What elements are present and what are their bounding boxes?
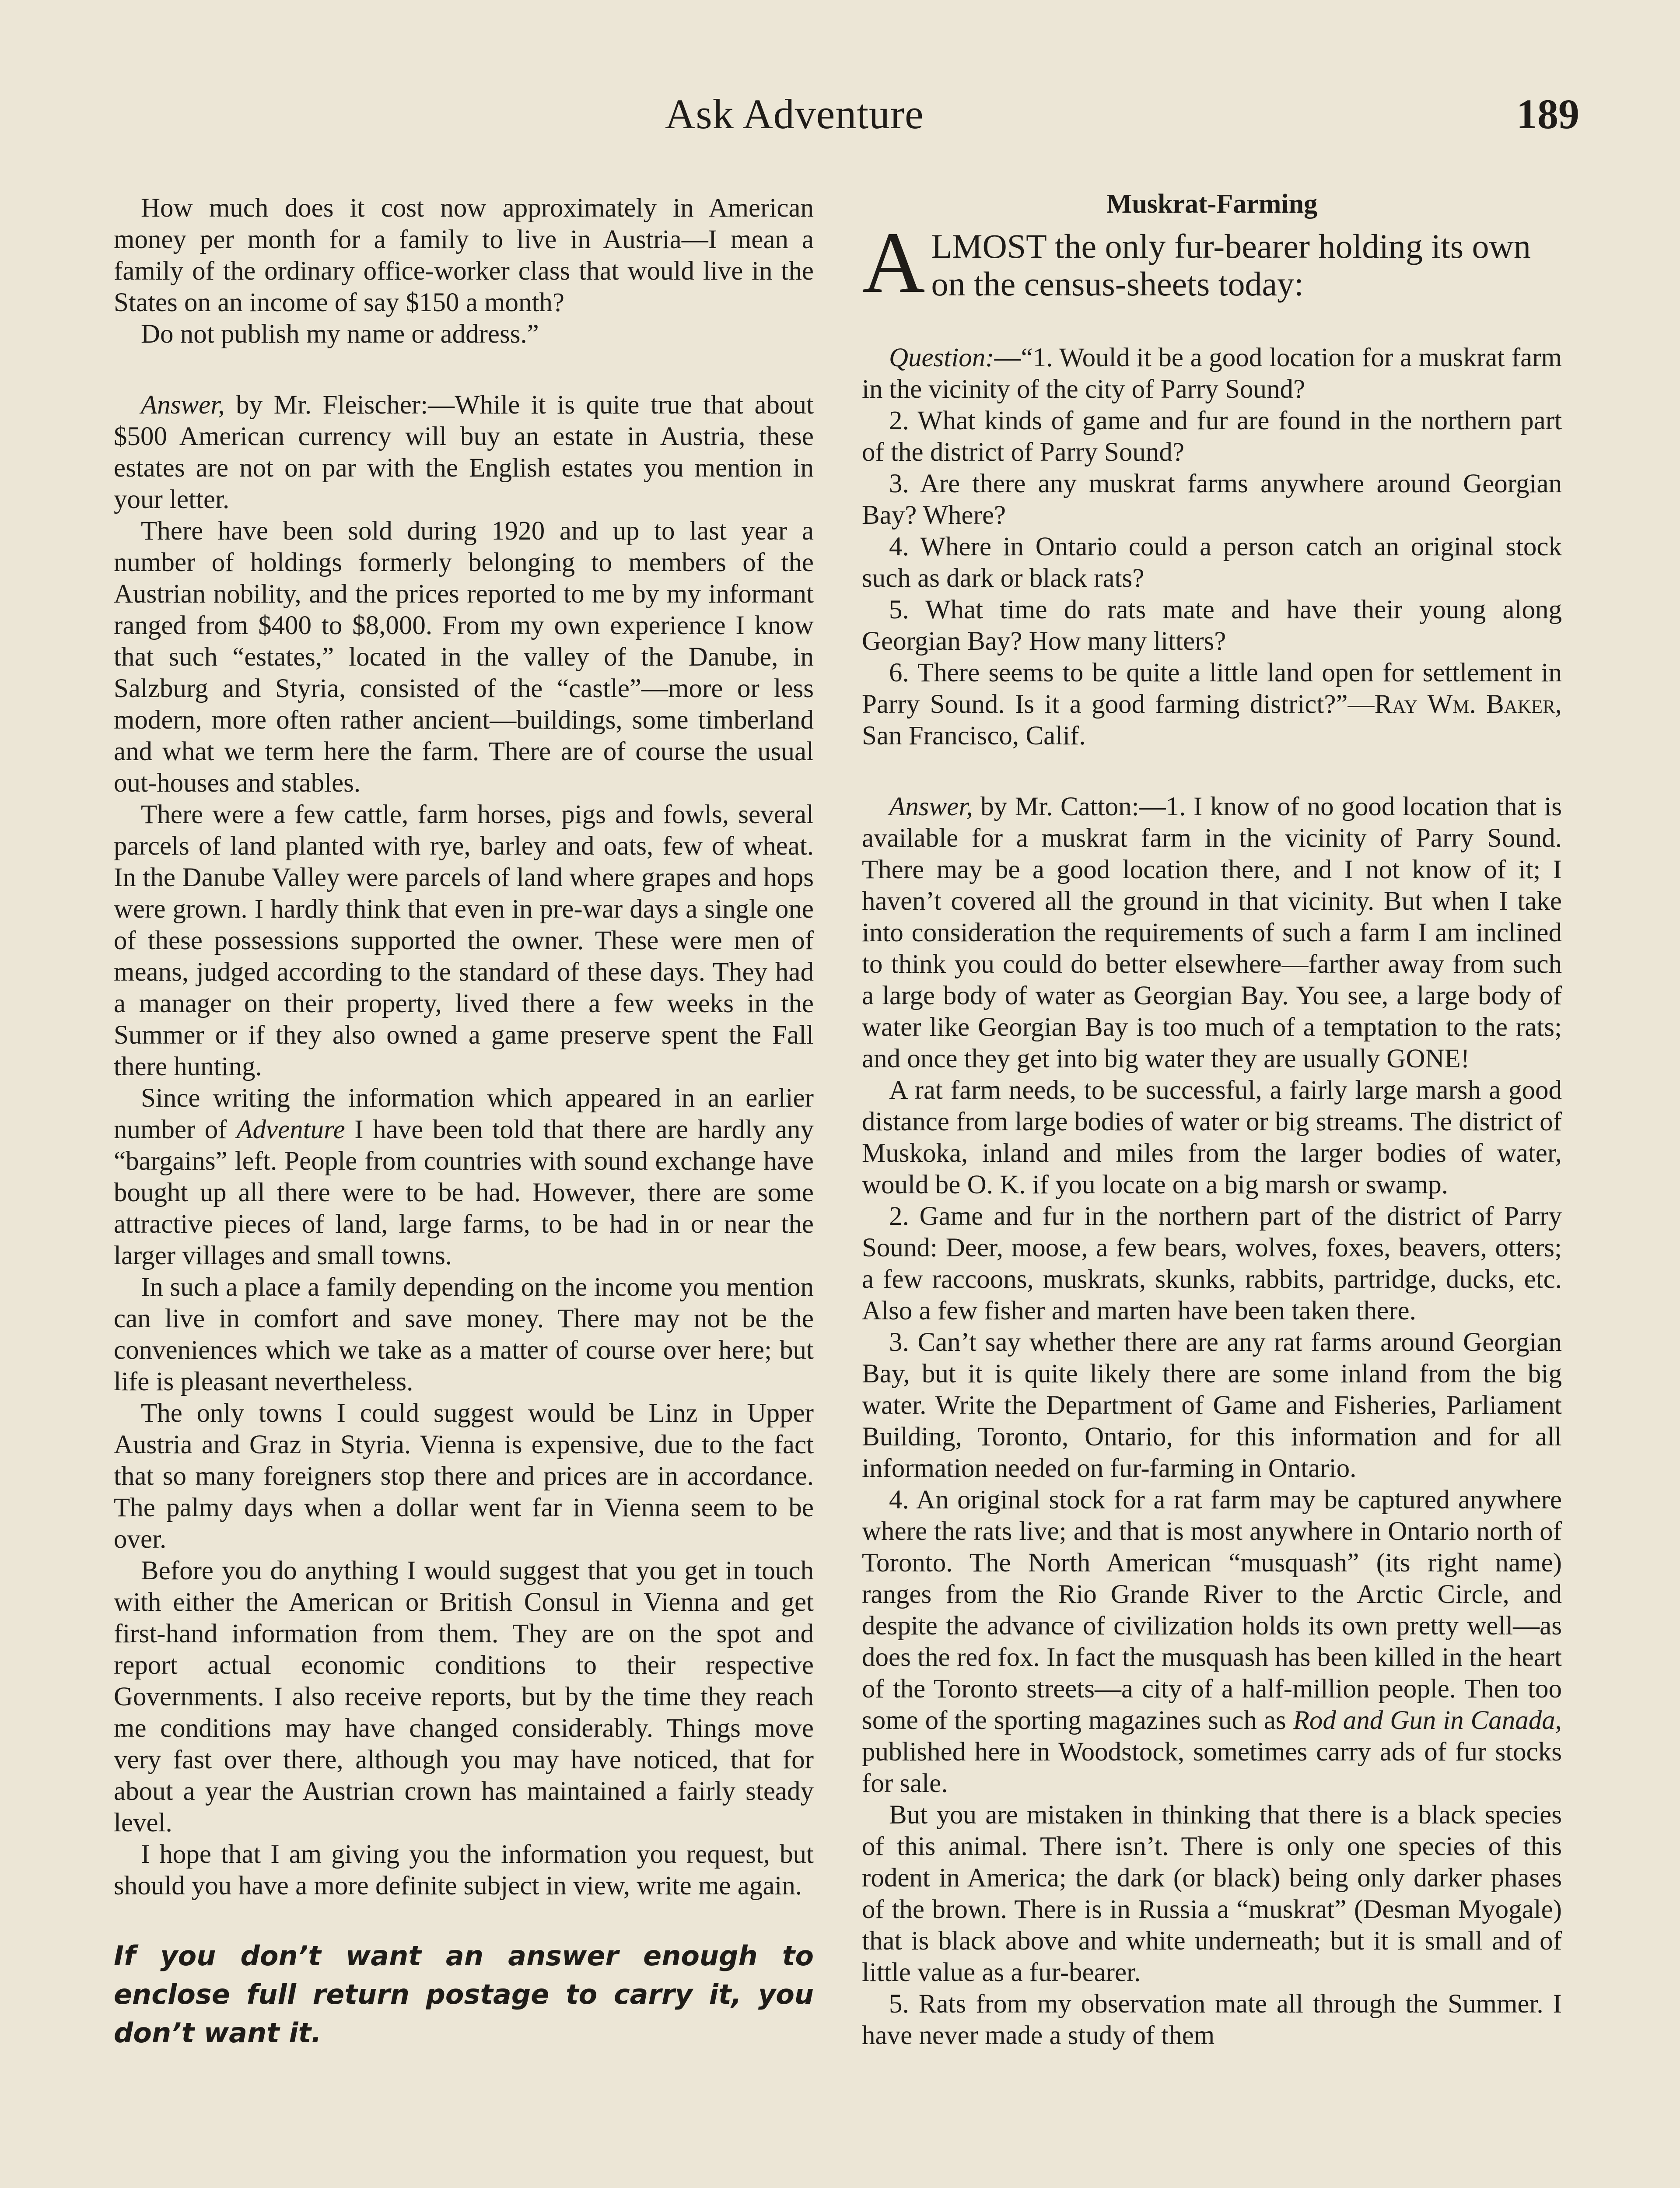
- lead-paragraph: [862, 214, 1562, 311]
- asker-name: Ray Wm. Baker: [1374, 690, 1555, 719]
- body-paragraph: The only towns I could suggest would be Linz in Upper Austria and Graz in Styria. Vienna is expensive, due to the fact that so many foreigners stop there and prices are in accordance. The palmy days when a dollar went far in Vienna seem to be over.: [114, 1399, 814, 1554]
- body-paragraph: 2. Game and fur in the northern part of the district of Parry Sound: Deer, moose, a few bears, wolves, foxes, beavers, otters; a few raccoons, muskrats, skunks, rabbits, partridge, ducks, etc. Also a few fisher and marten have been taken there.: [862, 1202, 1562, 1325]
- since-text: Since writing the information which appeared in an earlier number of: [114, 1083, 814, 1144]
- section-heading: Muskrat-Farming: [1106, 189, 1318, 219]
- body-paragraph: There have been sold during 1920 and up to last year a number of holdings formerly belonging to members of the Austrian nobility, and the prices reported to me by my informant ranged from $400 to $8,000. From my own experience I know that such “estates,” located in the valley of the Danube, in Salzburg and Styria, consisted of the “castle”—more or less modern, more often rather ancient—buildings, some timberland and what we term here the farm. There are of course the usual out-houses and stables.: [114, 516, 814, 798]
- spacer: [114, 350, 814, 389]
- spacer: [862, 752, 1562, 791]
- answer-intro: [114, 389, 814, 515]
- drop-cap: A: [862, 214, 925, 311]
- asker-place: , San Francisco, Calif.: [862, 690, 1562, 750]
- right-column: [862, 188, 1562, 2051]
- answer-label: Answer,: [889, 792, 973, 821]
- return-postage-notice: If you don’t want an answer enough to enclose full return postage to carry it, you don’t want it.: [114, 1940, 814, 2049]
- page-number: 189: [1516, 91, 1579, 137]
- question-paragraph: How much does it cost now approximately in American money per month for a family to live in Austria—I mean a family of the ordinary office-worker class that would live in the States on an income of say $150 a month?: [114, 193, 814, 317]
- body-paragraph: [862, 1484, 1562, 1799]
- body-paragraph: 5. Rats from my observation mate all through the Summer. I have never made a study of them: [862, 1989, 1562, 2050]
- question-item: 5. What time do rats mate and have their young along Georgian Bay? How many litters?: [862, 595, 1562, 656]
- lead-text: LMOST the only fur-bearer holding its own on the census-sheets today:: [931, 227, 1531, 303]
- body-paragraph: A rat farm needs, to be successful, a fairly large marsh a good distance from large bodies of water or big streams. The district of Muskoka, inland and miles from the larger bodies of water, would be O. K. if you locate on a big marsh or swamp.: [862, 1076, 1562, 1199]
- answer-intro: [862, 791, 1562, 1075]
- question-item: [862, 342, 1562, 405]
- body-paragraph: I hope that I am giving you the information you request, but should you have a more definite subject in view, write me again.: [114, 1840, 814, 1900]
- question-item: 4. Where in Ontario could a person catch an original stock such as dark or black rats?: [862, 532, 1562, 593]
- body-text: , published here in Woodstock, sometimes carry ads of fur stocks for sale.: [862, 1706, 1562, 1798]
- question-text: 6. There seems to be quite a little land open for settlement in Parry Sound. Is it a good farming district?”—: [862, 658, 1562, 719]
- running-head: Ask Adventure: [665, 91, 924, 137]
- body-paragraph: There were a few cattle, farm horses, pigs and fowls, several parcels of land planted with rye, barley and oats, few of wheat. In the Danube Valley were parcels of land where grapes and hops were grown. I hardly think that even in pre-war days a single one of these possessions supported the owner. These were men of means, judged according to the standard of these days. They had a manager on their property, lived there a few weeks in the Summer or if they also owned a game preserve spent the Fall there hunting.: [114, 800, 814, 1081]
- question-item: 2. What kinds of game and fur are found in the northern part of the district of Parry Sound?: [862, 406, 1562, 467]
- answer-label: Answer,: [141, 390, 225, 420]
- question-item: 3. Are there any muskrat farms anywhere around Georgian Bay? Where?: [862, 469, 1562, 530]
- answer-intro-text: by Mr. Catton:—1. I know of no good location that is available for a muskrat farm in the vicinity of Parry Sound. There may be a good location there, and I not know of it; I haven’t covered all the ground in that vicinity. But when I take into consideration the requirements of such a farm I am inclined to think you could do better elsewhere—farther away from such a large body of water as Georgian Bay. You see, a large body of water like Georgian Bay is too much of a temptation to the rats; and once they get into big water they are usually GONE!: [862, 792, 1562, 1073]
- answer-intro-text: by Mr. Fleischer:—While it is quite true that about $500 American currency will buy an estate in Austria, these estates are not on par with the English estates you mention in your letter.: [114, 390, 814, 514]
- body-paragraph: [114, 1083, 814, 1272]
- since-tail: I have been told that there are hardly any “bargains” left. People from countries with sound exchange have bought up all there were to be had. However, there are some attractive pieces of land, large farms, to be had in or near the larger villages and small towns.: [114, 1115, 814, 1270]
- question-text: —“1. Would it be a good location for a muskrat farm in the vicinity of the city of Parry Sound?: [862, 343, 1562, 404]
- magazine-title: Rod and Gun in Canada: [1293, 1706, 1555, 1735]
- left-column: [114, 193, 814, 2052]
- body-paragraph: But you are mistaken in thinking that there is a black species of this animal. There isn’t. There is only one species of this rodent in America; the dark (or black) being only darker phases of the brown. There is in Russia a “muskrat” (Desman Myogale) that is black above and white underneath; but it is small and of little value as a fur-bearer.: [862, 1800, 1562, 1987]
- body-paragraph: In such a place a family depending on the income you mention can live in comfort and save money. There may not be the conveniences which we take as a matter of course over here; but life is pleasant nevertheless.: [114, 1273, 814, 1396]
- spacer: [862, 303, 1562, 342]
- body-paragraph: Before you do anything I would suggest that you get in touch with either the American or British Consul in Vienna and get first-hand information from them. They are on the spot and report actual economic conditions to their respective Governments. I also receive reports, but by the time they reach me conditions may have changed considerably. Things move very fast over there, although you may have noticed, that for about a year the Austrian crown has maintained a fairly steady level.: [114, 1556, 814, 1837]
- body-paragraph: 3. Can’t say whether there are any rat farms around Georgian Bay, but it is quite likely there are some inland from the big water. Write the Department of Game and Fisheries, Parliament Building, Toronto, Ontario, for this information and for all information needed on fur-farming in Ontario.: [862, 1328, 1562, 1483]
- body-text: 4. An original stock for a rat farm may be captured anywhere where the rats live; and that is most anywhere in Ontario north of Toronto. The North American “musquash” (its right name) ranges from the Rio Grande River to the Arctic Circle, and despite the advance of civilization holds its own pretty well—as does the red fox. In fact the musquash has been killed in the heart of the Toronto streets—a city of a half-million people. Then too some of the sporting magazines such as: [862, 1485, 1562, 1735]
- question-item: [862, 657, 1562, 752]
- magazine-title: Adventure: [236, 1115, 345, 1144]
- page-header: [0, 90, 1680, 151]
- question-label: Question:: [889, 343, 994, 372]
- question-paragraph: Do not publish my name or address.”: [141, 319, 539, 349]
